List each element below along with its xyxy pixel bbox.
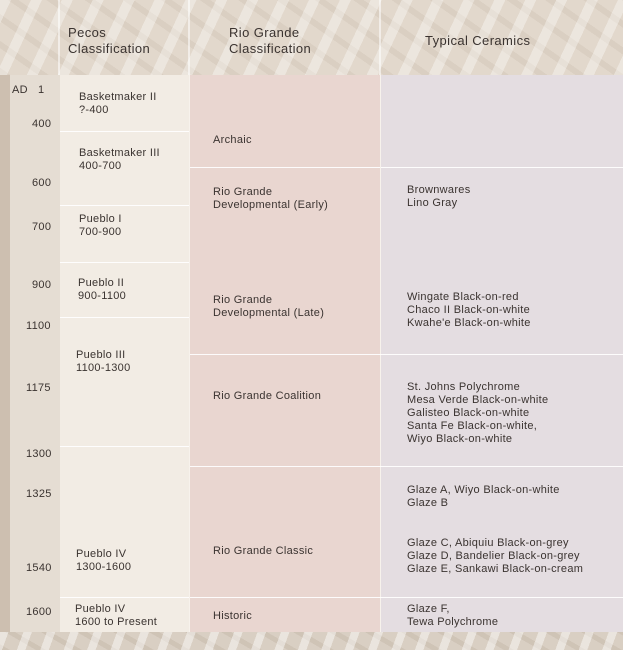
rio-classic: Rio Grande Classic xyxy=(213,545,314,557)
rio-developmental-late: Rio Grande Developmental (Late) xyxy=(213,294,325,319)
pecos-pueblo-iii: Pueblo III 1100-1300 xyxy=(76,349,131,374)
row-divider xyxy=(190,466,623,467)
year-label: 900 xyxy=(32,279,52,291)
rio-developmental-early: Rio Grande Developmental (Early) xyxy=(213,186,329,211)
year-label: 1325 xyxy=(26,488,52,500)
header-pecos: Pecos Classification xyxy=(68,25,151,56)
pecos-basketmaker-iii: Basketmaker III 400-700 xyxy=(79,147,160,172)
year-column xyxy=(10,75,60,632)
rio-coalition: Rio Grande Coalition xyxy=(213,390,322,402)
pecos-pueblo-i: Pueblo I 700-900 xyxy=(79,213,122,238)
ceramics-glaze-a-b: Glaze A, Wiyo Black-on-white Glaze B xyxy=(407,484,560,509)
pecos-pueblo-iv: Pueblo IV 1300-1600 xyxy=(76,548,132,573)
row-divider xyxy=(60,317,189,318)
row-divider xyxy=(60,205,189,206)
year-label: 600 xyxy=(32,177,52,189)
ceramics-glaze-c-e: Glaze C, Abiquiu Black-on-grey Glaze D, Bandelier Black-on-grey Glaze E, Sankawi Black-on-cream xyxy=(407,537,584,575)
footer-background xyxy=(0,632,623,650)
ceramics-late: Wingate Black-on-red Chaco II Black-on-white Kwahe'e Black-on-white xyxy=(407,291,531,329)
pecos-basketmaker-ii: Basketmaker II ?-400 xyxy=(79,91,157,116)
year-label: 1300 xyxy=(26,448,52,460)
row-divider xyxy=(190,167,380,168)
header-rio-grande: Rio Grande Classification xyxy=(229,25,312,56)
row-divider xyxy=(60,131,189,132)
header-separator xyxy=(188,0,190,75)
year-label: 1100 xyxy=(26,320,51,332)
rio-historic: Historic xyxy=(213,610,253,622)
year-label: 1175 xyxy=(26,382,51,394)
year-label: 700 xyxy=(32,221,52,233)
ceramics-coalition: St. Johns Polychrome Mesa Verde Black-on-white Galisteo Black-on-white Santa Fe Black-on-white, Wiyo Black-on-white xyxy=(407,381,549,445)
year-label: 1540 xyxy=(26,562,52,574)
rio-archaic: Archaic xyxy=(213,134,252,146)
left-strip xyxy=(0,0,10,650)
pecos-pueblo-iv-present: Pueblo IV 1600 to Present xyxy=(75,603,158,628)
year-label: AD 1 xyxy=(12,84,45,96)
year-label: 400 xyxy=(32,118,52,130)
ceramics-historic: Glaze F, Tewa Polychrome xyxy=(407,603,499,628)
row-divider xyxy=(60,597,189,598)
row-divider xyxy=(190,597,623,598)
ceramics-early: Brownwares Lino Gray xyxy=(407,184,471,209)
row-divider xyxy=(190,354,623,355)
row-divider xyxy=(60,446,189,447)
header-separator xyxy=(379,0,381,75)
year-label: 1600 xyxy=(26,606,52,618)
row-divider xyxy=(381,167,623,168)
header-ceramics: Typical Ceramics xyxy=(425,33,531,48)
pecos-pueblo-ii: Pueblo II 900-1100 xyxy=(78,277,127,302)
header-separator xyxy=(58,0,60,75)
row-divider xyxy=(60,262,189,263)
